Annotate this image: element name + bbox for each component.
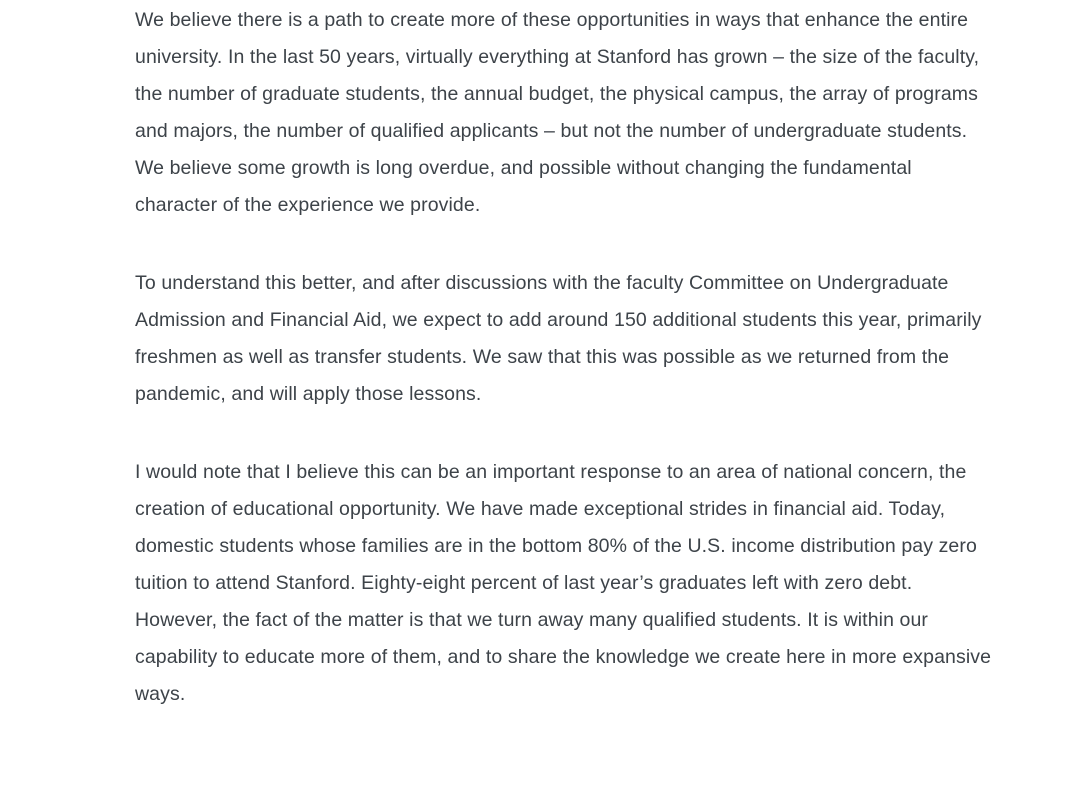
paragraph-educational-opportunity: I would note that I believe this can be an important response to an area of national concern, the creation of educational opportunity. We have made exceptional strides in financial aid. Today, domestic students whose families are in the bottom 80% of the U.S. income distribution pay zero tuition to attend Stanford. Eighty-eight percent of last year’s graduates left with zero debt. However, the fact of the matter is that we turn away many qualified students. It is within our capability to educate more of them, and to share the knowledge we create here in more expansive ways.	[135, 461, 992, 705]
paragraph-opportunities-growth: We believe there is a path to create more of these opportunities in ways that enhance the entire university. In the last 50 years, virtually everything at Stanford has grown – the size of the faculty, the number of graduate students, the annual budget, the physical campus, the array of programs and majors, the number of qualified applicants – but not the number of undergraduate students. We believe some growth is long overdue, and possible without changing the fundamental character of the experience we provide.	[135, 9, 980, 216]
document-body	[135, 2, 993, 713]
paragraph-additional-students: To understand this better, and after discussions with the faculty Committee on Undergraduate Admission and Financial Aid, we expect to add around 150 additional students this year, primarily freshmen as well as transfer students. We saw that this was possible as we returned from the pandemic, and will apply those lessons.	[135, 272, 982, 405]
